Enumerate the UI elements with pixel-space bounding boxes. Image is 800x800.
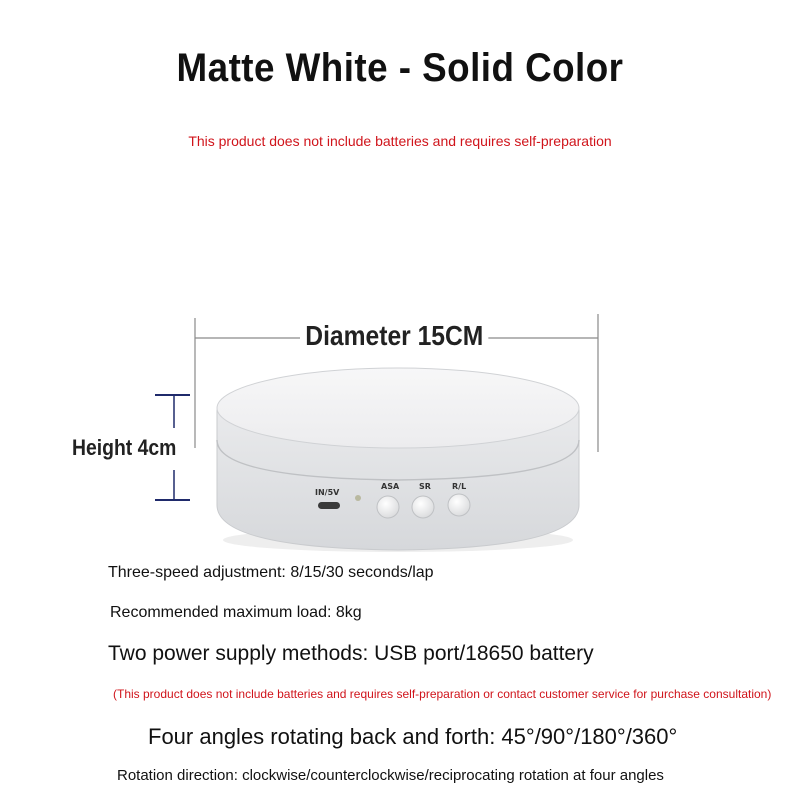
port-label: IN/5V: [315, 488, 340, 497]
height-label: Height 4cm: [72, 435, 177, 460]
turntable: [217, 368, 579, 552]
sr-button: [412, 496, 434, 518]
direction-spec: Rotation direction: clockwise/counterclockwise/reciprocating rotation at four angles: [117, 767, 664, 784]
status-led: [355, 495, 361, 501]
asa-button: [377, 496, 399, 518]
button-label-sr: SR: [419, 482, 431, 491]
page-title: Matte White - Solid Color: [176, 46, 624, 90]
battery-notice: This product does not include batteries and requires self-preparation: [188, 133, 612, 149]
button-label-asa: ASA: [381, 482, 400, 491]
load-spec: Recommended maximum load: 8kg: [110, 604, 362, 621]
usb-port: [318, 502, 340, 509]
speed-spec: Three-speed adjustment: 8/15/30 seconds/lap: [108, 564, 434, 581]
rl-button: [448, 494, 470, 516]
power-note: (This product does not include batteries and requires self-preparation or contact customer service for purchase consultation): [113, 687, 772, 701]
button-label-rl: R/L: [452, 482, 467, 491]
power-spec: Two power supply methods: USB port/18650 battery: [108, 642, 594, 665]
diameter-label: Diameter 15CM: [300, 320, 489, 352]
angles-spec: Four angles rotating back and forth: 45°/90°/180°/360°: [148, 724, 678, 749]
